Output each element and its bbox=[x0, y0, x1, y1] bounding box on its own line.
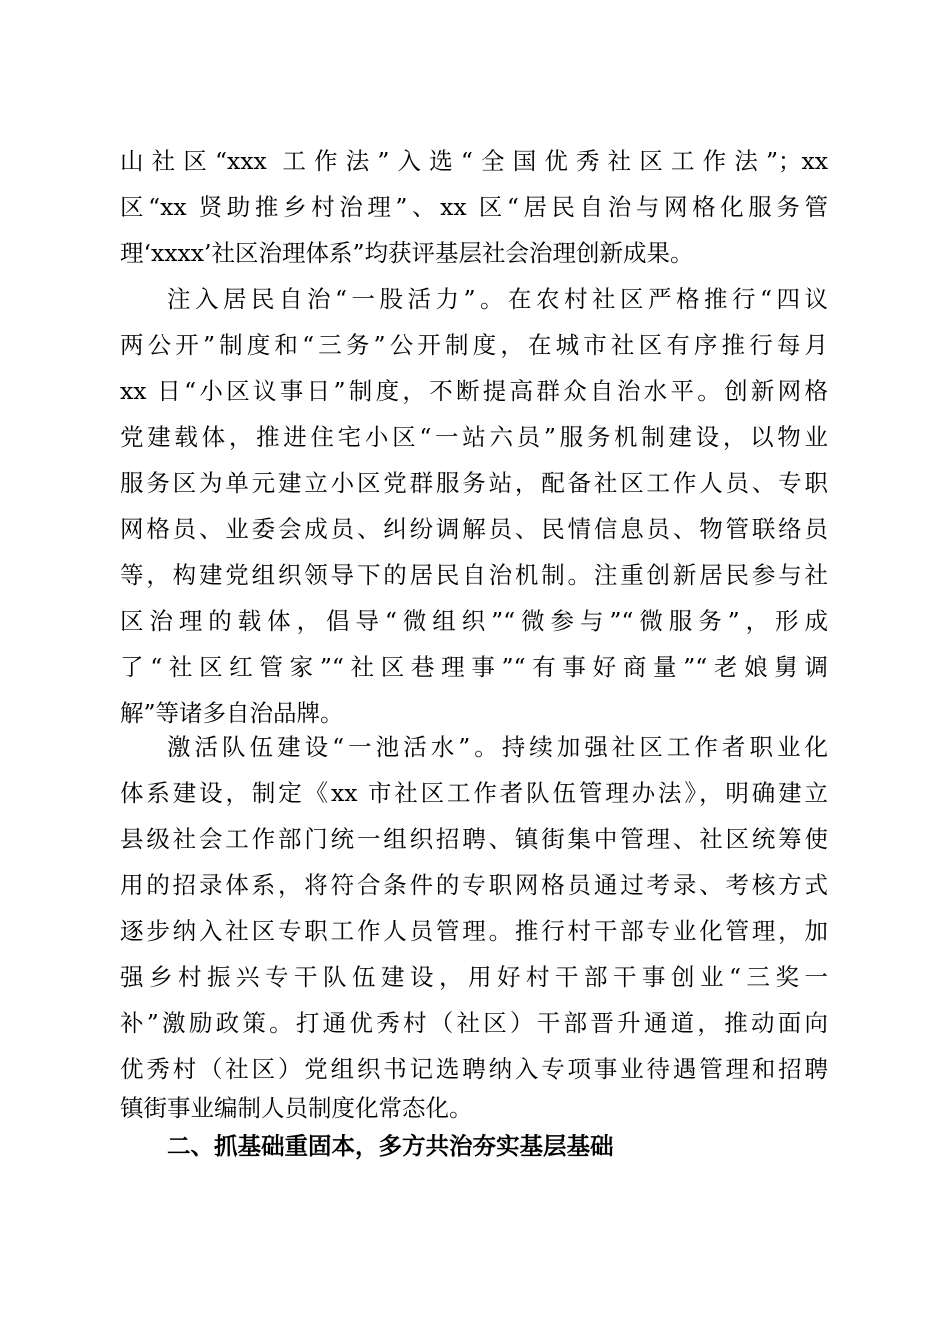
paragraph-1-line-1: 山社区“xxx 工作法”入选“全国优秀社区工作法”；xx bbox=[120, 147, 828, 175]
paragraph-2-line-3: xx 日“小区议事日”制度，不断提高群众自治水平。创新网格 bbox=[120, 377, 828, 405]
paragraph-2-line-4: 党建载体，推进住宅小区“一站六员”服务机制建设，以物业 bbox=[120, 423, 828, 451]
paragraph-3-line-4: 用的招录体系，将符合条件的专职网格员通过考录、考核方式 bbox=[120, 871, 828, 899]
paragraph-2-line-9: 了“社区红管家”“社区巷理事”“有事好商量”“老娘舅调 bbox=[120, 653, 828, 681]
paragraph-1-line-3: 理‘xxxx’社区治理体系”均获评基层社会治理创新成果。 bbox=[120, 239, 694, 267]
paragraph-2-line-6: 网格员、业委会成员、纠纷调解员、民情信息员、物管联络员 bbox=[120, 515, 828, 543]
paragraph-1-line-2: 区“xx 贤助推乡村治理”、xx 区“居民自治与网格化服务管 bbox=[120, 193, 828, 221]
paragraph-2-line-8: 区治理的载体，倡导“微组织”“微参与”“微服务”，形成 bbox=[120, 607, 828, 635]
paragraph-2-line-2: 两公开”制度和“三务”公开制度，在城市社区有序推行每月 bbox=[120, 331, 828, 359]
paragraph-3-line-1: 激活队伍建设“一池活水”。持续加强社区工作者职业化 bbox=[167, 733, 828, 761]
paragraph-3-line-7: 补”激励政策。打通优秀村（社区）干部晋升通道，推动面向 bbox=[120, 1009, 828, 1037]
paragraph-3-line-6: 强乡村振兴专干队伍建设，用好村干部干事创业“三奖一 bbox=[120, 963, 828, 991]
paragraph-3-line-9: 镇街事业编制人员制度化常态化。 bbox=[120, 1094, 473, 1122]
paragraph-2-line-10: 解”等诸多自治品牌。 bbox=[120, 699, 344, 727]
section-heading: 二、抓基础重固本，多方共治夯实基层基础 bbox=[167, 1132, 614, 1160]
paragraph-3-line-5: 逐步纳入社区专职工作人员管理。推行村干部专业化管理，加 bbox=[120, 917, 828, 945]
paragraph-3-line-2: 体系建设，制定《xx 市社区工作者队伍管理办法》，明确建立 bbox=[120, 779, 828, 807]
paragraph-3-line-3: 县级社会工作部门统一组织招聘、镇街集中管理、社区统筹使 bbox=[120, 825, 828, 853]
paragraph-2-line-5: 服务区为单元建立小区党群服务站，配备社区工作人员、专职 bbox=[120, 469, 828, 497]
paragraph-3-line-8: 优秀村（社区）党组织书记选聘纳入专项事业待遇管理和招聘 bbox=[120, 1055, 828, 1083]
paragraph-2-line-1: 注入居民自治“一股活力”。在农村社区严格推行“四议 bbox=[167, 285, 828, 313]
paragraph-2-line-7: 等，构建党组织领导下的居民自治机制。注重创新居民参与社 bbox=[120, 561, 828, 589]
